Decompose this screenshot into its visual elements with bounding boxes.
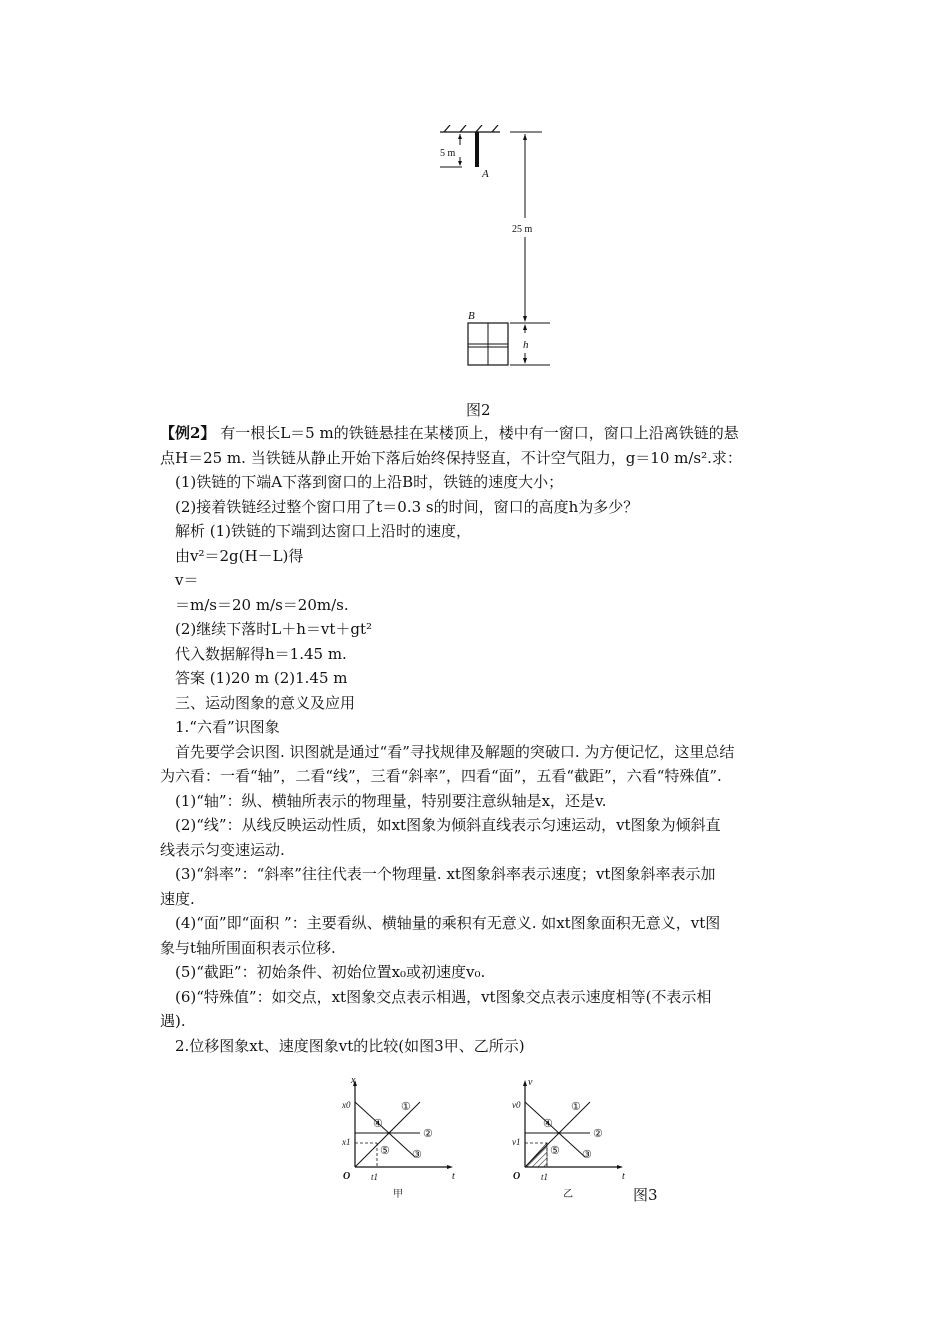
item-2a: (2)“线”：从线反映运动性质，如xt图象为倾斜直线表示匀速运动，vt图象为倾斜直 — [175, 816, 721, 834]
item-6a: (6)“特殊值”：如交点，xt图象交点表示相遇，vt图象交点表示速度相等(不表示相 — [175, 987, 712, 1006]
solution-4: ＝m/s＝20 m/s＝20m/s. — [175, 595, 349, 614]
question-2: (2)接着铁链经过整个窗口用了t＝0.3 s的时间，窗口的高度h为多少？ — [175, 497, 639, 516]
question-1: (1)铁链的下端A下落到窗口的上沿B时，铁链的速度大小； — [175, 473, 564, 491]
curve-2-label: ② — [423, 1128, 433, 1140]
item-6b: 遇). — [160, 1012, 186, 1030]
label-25m: 25 m — [512, 224, 533, 235]
curve-4-label: ④ — [373, 1118, 383, 1130]
v0-label: v0 — [512, 1100, 521, 1110]
item-4b: 象与t轴所围面积表示位移. — [160, 938, 336, 957]
curve-3-label: ③ — [582, 1149, 592, 1161]
label-a: A — [482, 168, 489, 180]
x0-label: x0 — [342, 1100, 351, 1110]
t1-label: t1 — [541, 1172, 549, 1182]
figure-2 — [430, 125, 560, 370]
label-b: B — [468, 310, 475, 322]
solution-6: 代入数据解得h＝1.45 m. — [175, 644, 347, 663]
example-head: 【例2】 — [160, 424, 216, 442]
solution-2: 由v²＝2g(H－L)得 — [175, 546, 304, 565]
curve-1-label: ① — [401, 1101, 411, 1113]
t1-label: t1 — [371, 1172, 379, 1182]
figure-3-left-name: 甲 — [393, 1189, 403, 1200]
figure-3-right — [505, 1075, 635, 1205]
figure-3-caption: 图3 — [633, 1186, 658, 1204]
item-4a: (4)“面”即“面积 ”：主要看纵、横轴量的乘积有无意义. 如xt图象面积无意义，vt图 — [175, 914, 721, 932]
solution-5: (2)继续下落时L＋h＝vt＋gt² — [175, 620, 373, 638]
x-axis-label: t — [622, 1171, 625, 1182]
curve-5-label: ⑤ — [380, 1145, 390, 1157]
label-h: h — [523, 339, 529, 351]
item-2b: 线表示匀变速运动. — [160, 840, 285, 859]
figure-3-right-name: 乙 — [563, 1189, 573, 1200]
para-1a: 首先要学会识图. 识图就是通过“看”寻找规律及解题的突破口. 为方便记忆，这里总结 — [175, 742, 735, 761]
item-5: (5)“截距”：初始条件、初始位置x₀或初速度v₀. — [175, 963, 486, 981]
origin-label: O — [343, 1171, 351, 1182]
curve-1-label: ① — [571, 1101, 581, 1113]
x-axis-label: t — [452, 1171, 455, 1182]
item-1: (1)“轴”：纵、横轴所表示的物理量，特别要注意纵轴是x，还是v. — [175, 791, 607, 810]
origin-label: O — [513, 1171, 521, 1182]
curve-5-label: ⑤ — [550, 1145, 560, 1157]
solution-3: v＝ — [175, 571, 199, 589]
y-axis-label: x — [351, 1075, 356, 1086]
item-3a: (3)“斜率”：“斜率”往往代表一个物理量. xt图象斜率表示速度；vt图象斜率表示加 — [175, 865, 716, 883]
chain — [475, 132, 479, 167]
curve-2-label: ② — [593, 1128, 603, 1140]
body-text — [160, 421, 820, 1058]
example-line-1: 有一根长L＝5 m的铁链悬挂在某楼顶上，楼中有一窗口，窗口上沿离铁链的悬 — [215, 424, 739, 442]
figure-3-left — [335, 1075, 465, 1205]
x1-label: x1 — [342, 1137, 351, 1147]
para-1b: 为六看：一看“轴”，二看“线”，三看“斜率”，四看“面”，五看“截距”，六看“特殊值”. — [160, 767, 722, 785]
figure-2-caption: 图2 — [466, 401, 491, 419]
item-3b: 速度. — [160, 889, 195, 908]
example-line-2: 点H＝25 m. 当铁链从静止开始下落后始终保持竖直，不计空气阻力，g＝10 m/s².求： — [160, 448, 742, 467]
subsection-1: 1.“六看”识图象 — [175, 718, 280, 736]
v1-label: v1 — [512, 1137, 521, 1147]
curve-4-label: ④ — [543, 1118, 553, 1130]
solution-1: 解析 (1)铁链的下端到达窗口上沿时的速度， — [175, 522, 472, 540]
curve-3-label: ③ — [412, 1149, 422, 1161]
y-axis-label: v — [528, 1077, 533, 1088]
answer: 答案 (1)20 m (2)1.45 m — [175, 669, 348, 687]
label-5m: 5 m — [440, 148, 456, 159]
subsection-2: 2.位移图象xt、速度图象vt的比较(如图3甲、乙所示) — [175, 1036, 525, 1055]
section-title: 三、运动图象的意义及应用 — [175, 693, 356, 712]
